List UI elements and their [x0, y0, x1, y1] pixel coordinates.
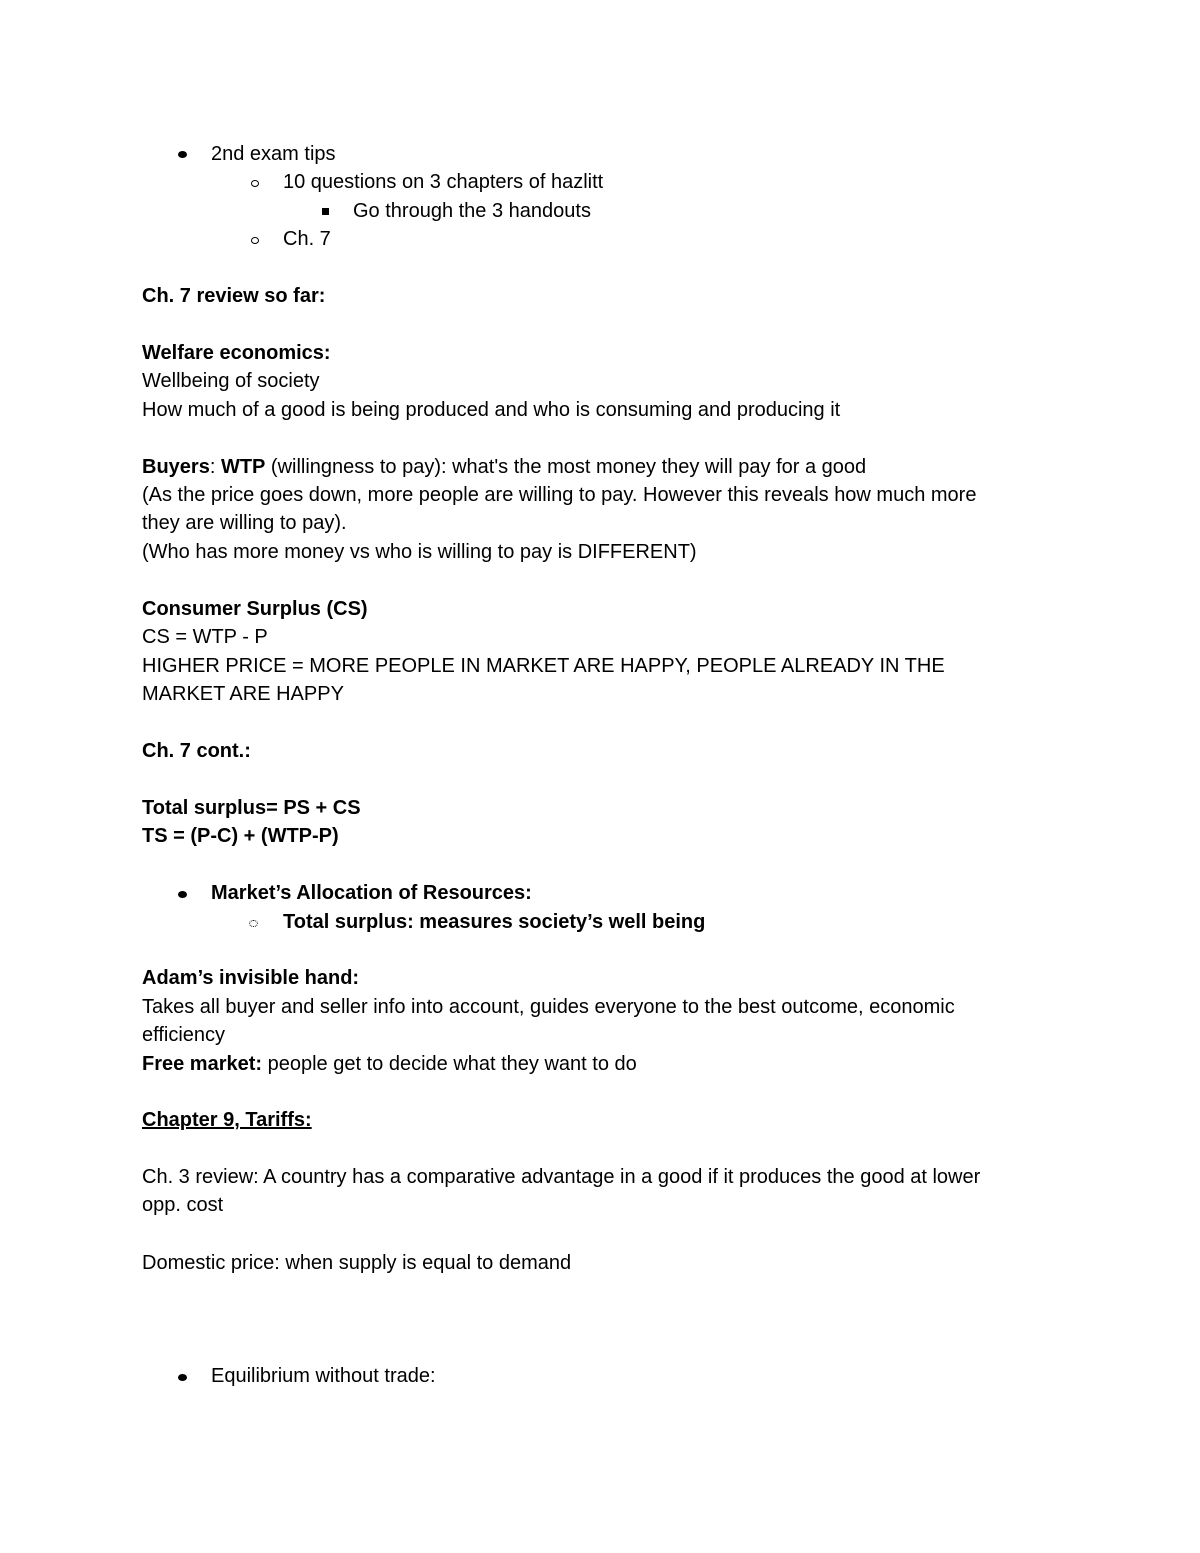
paragraph-line: Takes all buyer and seller info into account, guides everyone to the best outcome, economic: [142, 996, 955, 1018]
free-market-definition: people get to decide what they want to do: [262, 1053, 637, 1075]
paragraph-line: Domestic price: when supply is equal to demand: [142, 1252, 572, 1274]
list-item: Total surplus: measures society’s well being: [283, 911, 706, 933]
buyers-definition: (willingness to pay): what's the most money they will pay for a good: [265, 456, 867, 478]
paragraph-line: CS = WTP - P: [142, 626, 268, 648]
bullet-hollow-icon: [251, 180, 259, 187]
paragraph-line: Ch. 3 review: A country has a comparative advantage in a good if it produces the good at lower: [142, 1166, 981, 1188]
list-item: Ch. 7: [283, 228, 331, 250]
bullet-filled-icon: [178, 1374, 187, 1381]
bullet-square-icon: [322, 208, 329, 215]
formula-line: Total surplus= PS + CS: [142, 797, 361, 819]
paragraph-line: Wellbeing of society: [142, 370, 320, 392]
list-item: 10 questions on 3 chapters of hazlitt: [283, 171, 604, 193]
free-market-line: [142, 1051, 637, 1077]
paragraph-line: opp. cost: [142, 1194, 224, 1216]
buyers-label: Buyers: [142, 456, 210, 478]
paragraph-line: efficiency: [142, 1024, 226, 1046]
section-heading: Chapter 9, Tariffs:: [142, 1109, 312, 1131]
buyers-line: [142, 454, 866, 480]
paragraph-line: they are willing to pay).: [142, 512, 347, 534]
bullet-hollow-icon: [249, 920, 258, 927]
section-heading: Ch. 7 review so far:: [142, 285, 326, 307]
paragraph-line: How much of a good is being produced and who is consuming and producing it: [142, 399, 841, 421]
paragraph-line: (As the price goes down, more people are willing to pay. However this reveals how much more: [142, 484, 977, 506]
section-heading: Ch. 7 cont.:: [142, 740, 251, 762]
formula-line: TS = (P-C) + (WTP-P): [142, 825, 339, 847]
bullet-hollow-icon: [251, 237, 259, 244]
section-heading: Adam’s invisible hand:: [142, 967, 360, 989]
bullet-filled-icon: [178, 151, 187, 158]
list-item: Market’s Allocation of Resources:: [211, 882, 532, 904]
section-heading: Consumer Surplus (CS): [142, 598, 368, 620]
list-item: Go through the 3 handouts: [353, 200, 591, 222]
buyers-colon: :: [209, 456, 221, 478]
free-market-label: Free market:: [142, 1053, 263, 1075]
bullet-filled-icon: [178, 891, 187, 898]
section-heading: Welfare economics:: [142, 342, 331, 364]
paragraph-line: (Who has more money vs who is willing to pay is DIFFERENT): [142, 541, 697, 563]
paragraph-line: HIGHER PRICE = MORE PEOPLE IN MARKET ARE HAPPY, PEOPLE ALREADY IN THE: [142, 655, 945, 677]
list-item: Equilibrium without trade:: [211, 1365, 436, 1387]
paragraph-line: MARKET ARE HAPPY: [142, 683, 344, 705]
wtp-label: WTP: [220, 456, 266, 478]
list-item: 2nd exam tips: [211, 143, 336, 165]
